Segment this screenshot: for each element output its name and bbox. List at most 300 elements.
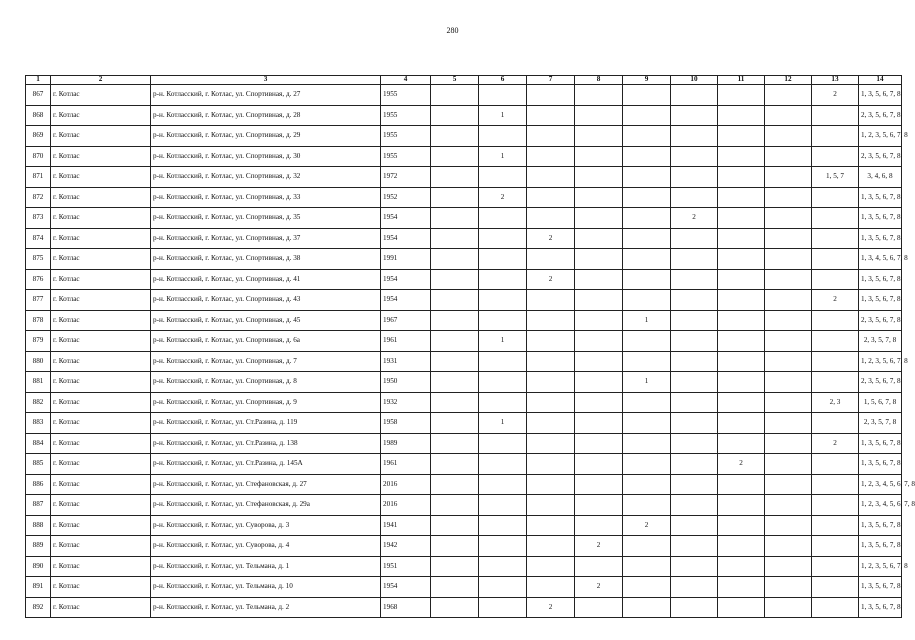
col-6-cell [479,249,527,270]
col-5-cell [431,228,479,249]
col-11-cell [718,187,765,208]
column-header-10: 10 [671,76,718,85]
col-5-cell [431,495,479,516]
col-11-cell [718,556,765,577]
col-5-cell [431,269,479,290]
col-5-cell [431,372,479,393]
col-12-cell [765,85,812,106]
col-12-cell [765,556,812,577]
year-cell: 1954 [381,290,431,311]
settlement-cell: г. Котлас [51,269,151,290]
year-cell: 1942 [381,536,431,557]
col-6-cell [479,515,527,536]
col-12-cell [765,249,812,270]
settlement-cell: г. Котлас [51,310,151,331]
col-11-cell [718,146,765,167]
year-cell: 2016 [381,474,431,495]
table-row [26,167,902,188]
col-8-cell [575,392,623,413]
table-row [26,474,902,495]
col-10-cell [671,495,718,516]
col-13-cell [812,208,859,229]
row-number-cell: 867 [26,85,51,106]
year-cell: 1961 [381,331,431,352]
col-8-cell [575,290,623,311]
col-13-cell [812,597,859,618]
col-9-cell [623,597,671,618]
col-13-cell [812,249,859,270]
col-8-cell [575,208,623,229]
col-9-cell [623,454,671,475]
col-12-cell [765,413,812,434]
col-7-cell: 2 [527,228,575,249]
table-row [26,105,902,126]
year-cell: 1954 [381,269,431,290]
col-5-cell [431,413,479,434]
col-6-cell [479,85,527,106]
row-number-cell: 872 [26,187,51,208]
col-11-cell [718,536,765,557]
col-8-cell [575,269,623,290]
table-row [26,577,902,598]
table-row [26,331,902,352]
settlement-cell: г. Котлас [51,351,151,372]
col-5-cell [431,597,479,618]
col-12-cell [765,392,812,413]
col-7-cell [527,392,575,413]
col-7-cell [527,331,575,352]
address-cell: р-н. Котласский, г. Котлас, ул. Спортивная, д. 27 [151,85,381,106]
col-12-cell [765,126,812,147]
year-cell: 1941 [381,515,431,536]
year-cell: 1968 [381,597,431,618]
col-6-cell [479,577,527,598]
col-13-cell [812,228,859,249]
table-row [26,372,902,393]
col-6-cell [479,126,527,147]
row-number-cell: 891 [26,577,51,598]
col-13-cell: 1, 5, 7 [812,167,859,188]
col-10-cell [671,126,718,147]
year-cell: 1955 [381,126,431,147]
col-14-cell: 1, 3, 5, 6, 7, 8 [859,515,902,536]
col-10-cell [671,290,718,311]
col-6-cell [479,454,527,475]
settlement-cell: г. Котлас [51,228,151,249]
col-11-cell [718,331,765,352]
col-7-cell [527,105,575,126]
col-14-cell: 1, 5, 6, 7, 8 [859,392,902,413]
col-8-cell [575,167,623,188]
table-row [26,228,902,249]
row-number-cell: 882 [26,392,51,413]
col-13-cell [812,556,859,577]
settlement-cell: г. Котлас [51,372,151,393]
col-11-cell: 2 [718,454,765,475]
col-11-cell [718,372,765,393]
col-12-cell [765,290,812,311]
col-9-cell [623,433,671,454]
settlement-cell: г. Котлас [51,577,151,598]
col-13-cell [812,474,859,495]
col-14-cell: 3, 4, 6, 8 [859,167,902,188]
col-8-cell [575,433,623,454]
col-14-cell: 1, 3, 5, 6, 7, 8 [859,85,902,106]
year-cell: 1955 [381,146,431,167]
column-header-8: 8 [575,76,623,85]
col-6-cell [479,536,527,557]
col-6-cell: 2 [479,187,527,208]
year-cell: 1961 [381,454,431,475]
col-5-cell [431,331,479,352]
year-cell: 1954 [381,208,431,229]
settlement-cell: г. Котлас [51,392,151,413]
col-13-cell [812,413,859,434]
col-5-cell [431,126,479,147]
col-9-cell [623,228,671,249]
row-number-cell: 878 [26,310,51,331]
col-5-cell [431,167,479,188]
col-12-cell [765,331,812,352]
row-number-cell: 871 [26,167,51,188]
year-cell: 1989 [381,433,431,454]
col-9-cell [623,495,671,516]
row-number-cell: 877 [26,290,51,311]
col-14-cell: 2, 3, 5, 6, 7, 8 [859,146,902,167]
table-row [26,146,902,167]
col-13-cell [812,269,859,290]
col-5-cell [431,577,479,598]
row-number-cell: 883 [26,413,51,434]
address-cell: р-н. Котласский, г. Котлас, ул. Ст.Разина, д. 119 [151,413,381,434]
col-8-cell: 2 [575,536,623,557]
settlement-cell: г. Котлас [51,290,151,311]
row-number-cell: 875 [26,249,51,270]
table-row [26,454,902,475]
col-6-cell [479,392,527,413]
col-11-cell [718,474,765,495]
col-13-cell [812,105,859,126]
table-row [26,208,902,229]
col-11-cell [718,85,765,106]
col-5-cell [431,310,479,331]
col-12-cell [765,536,812,557]
col-11-cell [718,126,765,147]
col-11-cell [718,290,765,311]
col-6-cell [479,351,527,372]
col-10-cell [671,433,718,454]
column-header-13: 13 [812,76,859,85]
settlement-cell: г. Котлас [51,249,151,270]
col-7-cell [527,290,575,311]
col-12-cell [765,351,812,372]
col-6-cell [479,167,527,188]
table-row [26,351,902,372]
settlement-cell: г. Котлас [51,146,151,167]
col-6-cell [479,310,527,331]
col-9-cell [623,167,671,188]
address-cell: р-н. Котласский, г. Котлас, ул. Спортивная, д. 43 [151,290,381,311]
col-11-cell [718,392,765,413]
row-number-cell: 886 [26,474,51,495]
col-12-cell [765,105,812,126]
settlement-cell: г. Котлас [51,331,151,352]
row-number-cell: 868 [26,105,51,126]
col-8-cell [575,372,623,393]
col-14-cell: 1, 3, 5, 6, 7, 8 [859,597,902,618]
settlement-cell: г. Котлас [51,208,151,229]
col-7-cell [527,187,575,208]
col-14-cell: 1, 2, 3, 5, 6, 7, 8 [859,351,902,372]
col-9-cell [623,556,671,577]
settlement-cell: г. Котлас [51,433,151,454]
col-10-cell [671,167,718,188]
col-11-cell [718,249,765,270]
col-9-cell: 2 [623,515,671,536]
col-8-cell [575,351,623,372]
col-9-cell: 1 [623,372,671,393]
year-cell: 1950 [381,372,431,393]
col-6-cell [479,372,527,393]
col-9-cell [623,536,671,557]
settlement-cell: г. Котлас [51,85,151,106]
col-8-cell [575,249,623,270]
col-8-cell [575,105,623,126]
table-row [26,310,902,331]
row-number-cell: 885 [26,454,51,475]
col-10-cell [671,454,718,475]
col-12-cell [765,597,812,618]
col-11-cell [718,105,765,126]
col-13-cell: 2 [812,85,859,106]
row-number-cell: 890 [26,556,51,577]
column-header-6: 6 [479,76,527,85]
col-8-cell [575,515,623,536]
col-14-cell: 1, 3, 4, 5, 6, 7, 8 [859,249,902,270]
col-7-cell: 2 [527,269,575,290]
col-10-cell [671,331,718,352]
col-12-cell [765,310,812,331]
col-12-cell [765,495,812,516]
year-cell: 1958 [381,413,431,434]
table-row [26,413,902,434]
col-7-cell [527,454,575,475]
col-5-cell [431,474,479,495]
col-5-cell [431,556,479,577]
address-cell: р-н. Котласский, г. Котлас, ул. Спортивная, д. 30 [151,146,381,167]
address-cell: р-н. Котласский, г. Котлас, ул. Спортивная, д. 45 [151,310,381,331]
col-7-cell [527,515,575,536]
row-number-cell: 881 [26,372,51,393]
col-8-cell [575,495,623,516]
col-5-cell [431,392,479,413]
table-row [26,597,902,618]
column-header-1: 1 [26,76,51,85]
col-7-cell [527,351,575,372]
column-header-4: 4 [381,76,431,85]
col-6-cell [479,269,527,290]
table-row [26,85,902,106]
settlement-cell: г. Котлас [51,536,151,557]
col-6-cell [479,474,527,495]
col-6-cell: 1 [479,413,527,434]
col-5-cell [431,290,479,311]
col-10-cell [671,392,718,413]
address-cell: р-н. Котласский, г. Котлас, ул. Спортивная, д. 32 [151,167,381,188]
table-row [26,269,902,290]
settlement-cell: г. Котлас [51,454,151,475]
col-12-cell [765,433,812,454]
address-cell: р-н. Котласский, г. Котлас, ул. Тельмана, д. 2 [151,597,381,618]
col-10-cell [671,249,718,270]
column-header-3: 3 [151,76,381,85]
col-10-cell [671,85,718,106]
col-14-cell: 1, 3, 5, 6, 7, 8 [859,454,902,475]
table-row [26,392,902,413]
col-10-cell: 2 [671,208,718,229]
address-cell: р-н. Котласский, г. Котлас, ул. Спортивная, д. 9 [151,392,381,413]
col-7-cell [527,126,575,147]
col-10-cell [671,556,718,577]
col-7-cell [527,433,575,454]
address-cell: р-н. Котласский, г. Котлас, ул. Спортивная, д. 28 [151,105,381,126]
col-5-cell [431,249,479,270]
col-5-cell [431,536,479,557]
col-13-cell: 2, 3 [812,392,859,413]
col-11-cell [718,228,765,249]
address-cell: р-н. Котласский, г. Котлас, ул. Спортивная, д. 38 [151,249,381,270]
table-row [26,515,902,536]
col-7-cell [527,249,575,270]
col-13-cell [812,372,859,393]
col-12-cell [765,208,812,229]
col-14-cell: 1, 3, 5, 6, 7, 8 [859,269,902,290]
col-13-cell [812,187,859,208]
col-13-cell: 2 [812,290,859,311]
year-cell: 1954 [381,228,431,249]
col-8-cell [575,556,623,577]
col-14-cell: 2, 3, 5, 6, 7, 8 [859,372,902,393]
table-row [26,187,902,208]
col-11-cell [718,269,765,290]
col-9-cell [623,577,671,598]
settlement-cell: г. Котлас [51,556,151,577]
address-cell: р-н. Котласский, г. Котлас, ул. Спортивная, д. 33 [151,187,381,208]
settlement-cell: г. Котлас [51,105,151,126]
col-7-cell [527,146,575,167]
col-13-cell [812,515,859,536]
col-5-cell [431,208,479,229]
row-number-cell: 873 [26,208,51,229]
col-10-cell [671,146,718,167]
col-9-cell [623,85,671,106]
address-cell: р-н. Котласский, г. Котлас, ул. Спортивная, д. 7 [151,351,381,372]
col-10-cell [671,187,718,208]
col-12-cell [765,515,812,536]
col-5-cell [431,351,479,372]
col-10-cell [671,372,718,393]
address-cell: р-н. Котласский, г. Котлас, ул. Суворова, д. 4 [151,536,381,557]
col-8-cell [575,413,623,434]
table-row [26,433,902,454]
col-6-cell [479,433,527,454]
year-cell: 1952 [381,187,431,208]
col-11-cell [718,413,765,434]
col-13-cell [812,351,859,372]
year-cell: 1954 [381,577,431,598]
year-cell: 1967 [381,310,431,331]
col-11-cell [718,433,765,454]
year-cell: 1991 [381,249,431,270]
col-6-cell [479,495,527,516]
col-8-cell [575,597,623,618]
col-13-cell [812,126,859,147]
col-10-cell [671,474,718,495]
col-6-cell [479,597,527,618]
col-14-cell: 1, 3, 5, 6, 7, 8 [859,208,902,229]
col-7-cell [527,536,575,557]
col-13-cell [812,495,859,516]
col-13-cell [812,146,859,167]
year-cell: 1955 [381,85,431,106]
col-14-cell: 1, 3, 5, 6, 7, 8 [859,187,902,208]
col-6-cell [479,556,527,577]
page-number: 280 [446,26,459,35]
col-5-cell [431,515,479,536]
col-6-cell [479,228,527,249]
col-7-cell [527,474,575,495]
column-header-12: 12 [765,76,812,85]
address-cell: р-н. Котласский, г. Котлас, ул. Суворова, д. 3 [151,515,381,536]
col-14-cell: 2, 3, 5, 7, 8 [859,413,902,434]
col-13-cell [812,577,859,598]
col-10-cell [671,228,718,249]
header-row [26,76,902,85]
address-cell: р-н. Котласский, г. Котлас, ул. Спортивная, д. 35 [151,208,381,229]
col-10-cell [671,105,718,126]
col-14-cell: 1, 3, 5, 6, 7, 8 [859,536,902,557]
col-12-cell [765,454,812,475]
col-8-cell [575,331,623,352]
settlement-cell: г. Котлас [51,474,151,495]
address-cell: р-н. Котласский, г. Котлас, ул. Стефановская, д. 27 [151,474,381,495]
row-number-cell: 888 [26,515,51,536]
col-10-cell [671,413,718,434]
col-7-cell [527,556,575,577]
col-8-cell [575,454,623,475]
col-7-cell [527,167,575,188]
col-5-cell [431,454,479,475]
table-row [26,536,902,557]
settlement-cell: г. Котлас [51,597,151,618]
col-10-cell [671,597,718,618]
settlement-cell: г. Котлас [51,167,151,188]
col-6-cell: 1 [479,331,527,352]
col-9-cell [623,392,671,413]
row-number-cell: 884 [26,433,51,454]
table-row [26,556,902,577]
address-cell: р-н. Котласский, г. Котлас, ул. Ст.Разина, д. 145А [151,454,381,475]
col-9-cell [623,351,671,372]
address-cell: р-н. Котласский, г. Котлас, ул. Спортивная, д. 29 [151,126,381,147]
col-14-cell: 1, 3, 5, 6, 7, 8 [859,433,902,454]
col-10-cell [671,310,718,331]
col-8-cell [575,310,623,331]
address-cell: р-н. Котласский, г. Котлас, ул. Спортивная, д. 37 [151,228,381,249]
address-cell: р-н. Котласский, г. Котлас, ул. Тельмана, д. 10 [151,577,381,598]
address-cell: р-н. Котласский, г. Котлас, ул. Ст.Разина, д. 138 [151,433,381,454]
col-8-cell [575,474,623,495]
